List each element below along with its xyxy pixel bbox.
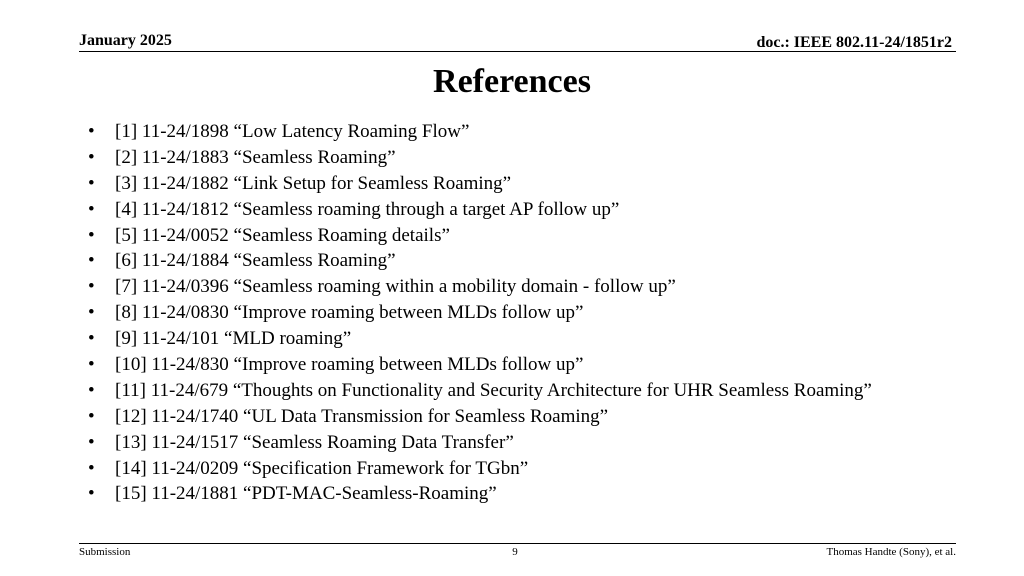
reference-text: [13] 11-24/1517 “Seamless Roaming Data Transfer” <box>115 431 514 453</box>
bullet-icon: • <box>88 121 95 142</box>
reference-text: [7] 11-24/0396 “Seamless roaming within a mobility domain - follow up” <box>115 276 676 298</box>
footer-submission: Submission <box>79 546 131 558</box>
reference-item <box>88 119 872 145</box>
reference-item <box>88 145 872 171</box>
reference-item <box>88 378 872 404</box>
reference-text: [14] 11-24/0209 “Specification Framework for TGbn” <box>115 457 529 479</box>
bullet-icon: • <box>88 328 95 350</box>
reference-item <box>88 326 872 352</box>
bullet-icon: • <box>88 483 95 505</box>
reference-text: [12] 11-24/1740 “UL Data Transmission for Seamless Roaming” <box>115 405 609 427</box>
reference-text: [1] 11-24/1898 “Low Latency Roaming Flow” <box>115 121 470 142</box>
reference-text: [3] 11-24/1882 “Link Setup for Seamless Roaming” <box>115 172 512 194</box>
reference-item <box>88 430 872 456</box>
reference-text: [6] 11-24/1884 “Seamless Roaming” <box>115 250 396 272</box>
reference-item <box>88 300 872 326</box>
footer-page-number: 9 <box>512 546 518 558</box>
reference-item <box>88 481 872 507</box>
bullet-icon: • <box>88 302 95 324</box>
reference-item <box>88 197 872 223</box>
bullet-icon: • <box>88 379 95 401</box>
reference-item <box>88 223 872 249</box>
reference-text: [8] 11-24/0830 “Improve roaming between MLDs follow up” <box>115 302 584 324</box>
reference-text: [4] 11-24/1812 “Seamless roaming through a target AP follow up” <box>115 198 620 220</box>
footer-author: Thomas Handte (Sony), et al. <box>826 546 956 558</box>
bullet-icon: • <box>88 172 95 194</box>
reference-text: [10] 11-24/830 “Improve roaming between MLDs follow up” <box>115 354 584 376</box>
reference-item <box>88 352 872 378</box>
reference-item <box>88 171 872 197</box>
header-doc-id: doc.: IEEE 802.11-24/1851r2 <box>756 34 952 51</box>
reference-list <box>88 119 872 507</box>
bullet-icon: • <box>88 250 95 272</box>
header-divider <box>79 51 956 52</box>
bullet-icon: • <box>88 224 95 246</box>
bullet-icon: • <box>88 198 95 220</box>
slide-title: References <box>433 63 591 100</box>
bullet-icon: • <box>88 354 95 376</box>
footer-divider <box>79 543 956 544</box>
reference-text: [11] 11-24/679 “Thoughts on Functionality and Security Architecture for UHR Seamless Roaming” <box>115 379 872 401</box>
reference-item <box>88 274 872 300</box>
reference-item <box>88 404 872 430</box>
bullet-icon: • <box>88 431 95 453</box>
reference-text: [5] 11-24/0052 “Seamless Roaming details” <box>115 224 450 246</box>
bullet-icon: • <box>88 276 95 298</box>
reference-text: [15] 11-24/1881 “PDT-MAC-Seamless-Roaming” <box>115 483 497 505</box>
reference-text: [9] 11-24/101 “MLD roaming” <box>115 328 352 350</box>
bullet-icon: • <box>88 457 95 479</box>
bullet-icon: • <box>88 405 95 427</box>
reference-item <box>88 248 872 274</box>
bullet-icon: • <box>88 146 95 168</box>
reference-text: [2] 11-24/1883 “Seamless Roaming” <box>115 146 396 168</box>
reference-item <box>88 456 872 482</box>
header-date: January 2025 <box>79 32 172 49</box>
